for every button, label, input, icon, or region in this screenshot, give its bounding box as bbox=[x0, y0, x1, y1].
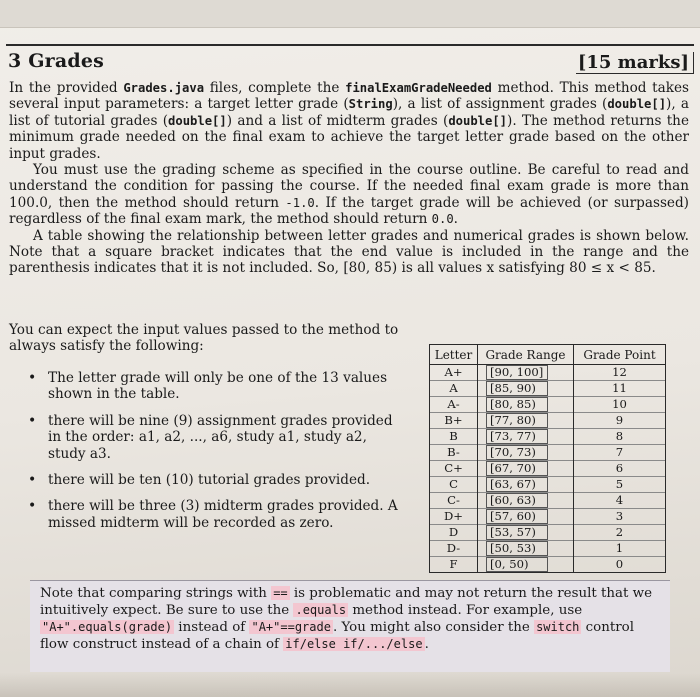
table-row: A- [80, 85) 10 bbox=[430, 397, 666, 413]
code-ifelse: if/else if/.../else bbox=[285, 637, 423, 651]
table-row: B- [70, 73) 7 bbox=[430, 445, 666, 461]
table-row: A+ [90, 100] 12 bbox=[430, 365, 666, 381]
table-header-range: Grade Range bbox=[478, 345, 574, 365]
code-equals: .equals bbox=[295, 603, 347, 617]
grade-table bbox=[429, 344, 666, 573]
code-eqeq: == bbox=[273, 586, 288, 600]
table-row: A [85, 90) 11 bbox=[430, 381, 666, 397]
table-row: D [53, 57) 2 bbox=[430, 525, 666, 541]
constraints-list bbox=[22, 370, 402, 541]
table-header-letter: Letter bbox=[430, 345, 478, 365]
code-example-eqeq: "A+"==grade bbox=[251, 620, 331, 634]
list-item: • there will be nine (9) assignment grades provided in the order: a1, a2, ..., a6, study a1, study a2, study a3. bbox=[22, 413, 402, 462]
table-row: C- [60, 63) 4 bbox=[430, 493, 666, 509]
code-switch: switch bbox=[536, 620, 580, 634]
table-header-point: Grade Point bbox=[574, 345, 666, 365]
intro-text bbox=[9, 80, 689, 277]
list-item: • there will be three (3) midterm grades provided. A missed midterm will be recorded as zero. bbox=[22, 498, 402, 531]
table-row: C+ [67, 70) 6 bbox=[430, 461, 666, 477]
list-item: • The letter grade will only be one of the 13 values shown in the table. bbox=[22, 370, 402, 403]
lead-in-text: You can expect the input values passed to the method to always satisfy the following: bbox=[9, 322, 399, 355]
page-bottom-shadow bbox=[0, 673, 700, 697]
table-row: B [73, 77) 8 bbox=[430, 429, 666, 445]
marks-label: [15 marks] bbox=[576, 52, 694, 74]
section-title: 3 Grades bbox=[8, 50, 105, 72]
table-row: D+ [57, 60) 3 bbox=[430, 509, 666, 525]
section-header bbox=[6, 44, 694, 78]
page-top-strip bbox=[0, 0, 700, 28]
method-name: finalExamGradeNeeded bbox=[345, 81, 492, 95]
table-row: B+ [77, 80) 9 bbox=[430, 413, 666, 429]
note-box: Note that comparing strings with == is problematic and may not return the result that we intuitively expect. Be sure to use the .equals method instead. For example, use "A+".equals(grade) instead of "A+"==grade . You might also consider the switch control flow construct instead of a chain of if/else if/.../else . bbox=[30, 580, 670, 672]
paragraph-2: You must use the grading scheme as specified in the course outline. Be careful to read and understand the condition for passing the course. If the needed final exam grade is more than 100.0, then the method should return -1.0. If the target grade will be achieved (or surpassed) regardless of the final exam mark, the method should return 0.0. bbox=[9, 162, 689, 228]
table-row: F [0, 50) 0 bbox=[430, 557, 666, 573]
paragraph-1: In the provided Grades.java files, complete the finalExamGradeNeeded method. This method takes several input parameters: a target letter grade (String), a list of assignment grades (double[]), a list of tutorial grades (double[]) and a list of midterm grades (double[]). The method returns the minimum grade needed on the final exam to achieve the target letter grade based on the other input grades. bbox=[9, 80, 690, 162]
file-name: Grades.java bbox=[123, 81, 205, 95]
paragraph-3: A table showing the relationship between letter grades and numerical grades is shown below. Note that a square bracket indicates that the end value is included in the range and the parenthesis indicates that it is not included. So, [80, 85) is all values x satisfying 80 ≤ x < 85. bbox=[9, 227, 689, 277]
list-item: • there will be ten (10) tutorial grades provided. bbox=[22, 472, 402, 488]
table-row: D- [50, 53) 1 bbox=[430, 541, 666, 557]
table-row: C [63, 67) 5 bbox=[430, 477, 666, 493]
code-example-equals: "A+".equals(grade) bbox=[42, 620, 173, 634]
